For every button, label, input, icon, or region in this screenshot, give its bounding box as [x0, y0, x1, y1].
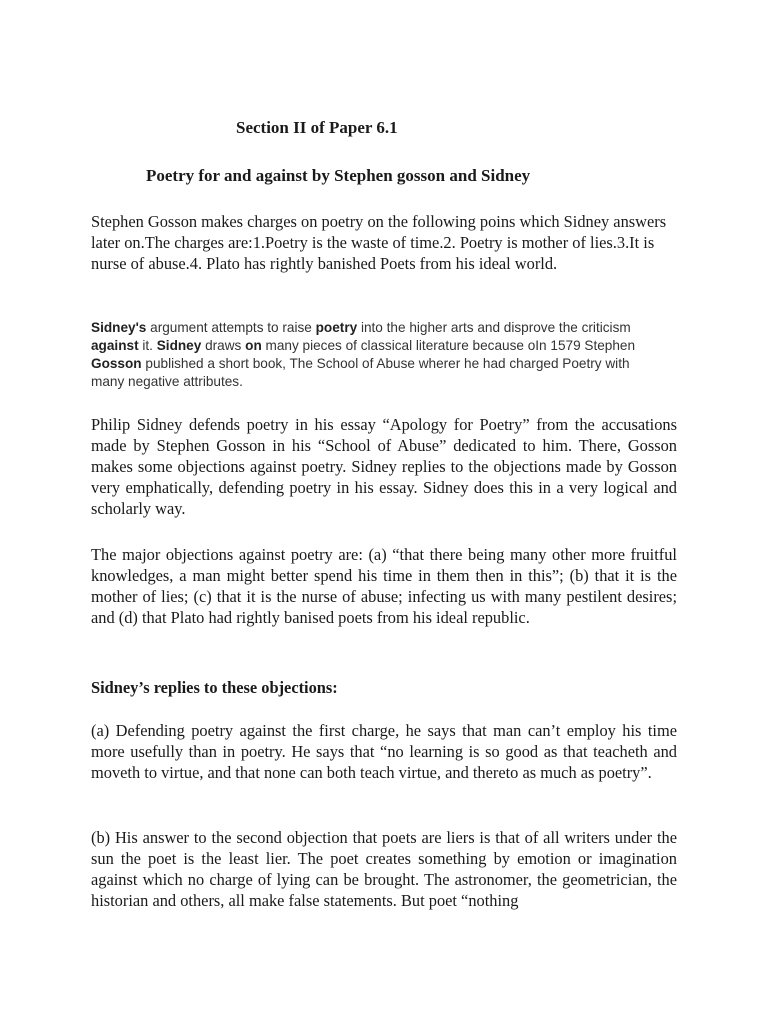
keyword-poetry: poetry [315, 320, 358, 335]
replies-heading: Sidney’s replies to these objections: [91, 678, 338, 697]
keyword-gosson: Gosson [91, 356, 142, 371]
keyword-sidney: Sidney [156, 338, 202, 353]
summary-text-5: many pieces of classical literature because oIn 1579 Stephen [261, 338, 636, 353]
summary-paragraph [91, 319, 661, 391]
summary-text-4: draws [201, 338, 246, 353]
summary-text-2: into the higher arts and disprove the criticism [357, 320, 631, 335]
summary-text-6: published a short book, The School of Abuse wherer he had charged Poetry with many negative attributes. [91, 356, 630, 389]
summary-text-3: it. [138, 338, 157, 353]
objections-paragraph: The major objections against poetry are: (a) “that there being many other more fruitful knowledges, a man might better spend his time in them then in this”; (b) that it is the mother of lies; (c) that it is the nurse of abuse; infecting us with many pestilent desires; and (d) that Plato had rightly banised poets from his ideal republic. [91, 545, 677, 627]
reply-b-paragraph: (b) His answer to the second objection that poets are liers is that of all writers under the sun the poet is the least lier. The poet creates something by emotion or imagination against which no charge of lying can be brought. The astronomer, the geometrician, the historian and others, all make false statements. But poet “nothing [91, 828, 677, 910]
intro-paragraph: Stephen Gosson makes charges on poetry on the following poins which Sidney answers later on.The charges are:1.Poetry is the waste of time.2. Poetry is mother of lies.3.It is nurse of abuse.4. Plato has rightly banished Poets from his ideal world. [91, 212, 667, 273]
defense-paragraph: Philip Sidney defends poetry in his essay “Apology for Poetry” from the accusations made by Stephen Gosson in his “School of Abuse” dedicated to him. There, Gosson makes some objections against poetry. Sidney replies to the objections made by Gosson very emphatically, defending poetry in his essay. Sidney does this in a very logical and scholarly way. [91, 415, 677, 518]
page-title: Section II of Paper 6.1 [236, 118, 398, 137]
keyword-on: on [245, 338, 262, 353]
summary-text-1: argument attempts to raise [146, 320, 316, 335]
page-subtitle: Poetry for and against by Stephen gosson and Sidney [146, 166, 531, 185]
keyword-against: against [91, 338, 139, 353]
keyword-sidneys: Sidney's [91, 320, 147, 335]
reply-a-paragraph: (a) Defending poetry against the first charge, he says that man can’t employ his time more usefully than in poetry. He says that “no learning is so good as that teacheth and moveth to virtue, and that none can both teach virtue, and thereto as much as poetry”. [91, 721, 677, 782]
